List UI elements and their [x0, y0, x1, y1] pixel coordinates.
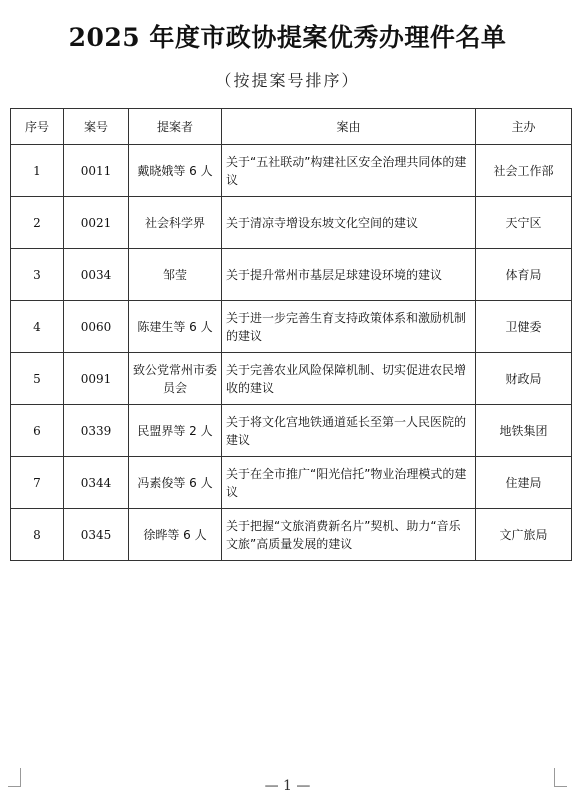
cell-host: 社会工作部 — [476, 145, 572, 197]
cell-host: 财政局 — [476, 353, 572, 405]
cell-subject: 关于“五社联动”构建社区安全治理共同体的建议 — [222, 145, 476, 197]
cell-index: 4 — [11, 301, 64, 353]
cell-case-no: 0021 — [64, 197, 129, 249]
cell-case-no: 0011 — [64, 145, 129, 197]
cell-case-no: 0034 — [64, 249, 129, 301]
cell-case-no: 0344 — [64, 457, 129, 509]
cell-host: 文广旅局 — [476, 509, 572, 561]
cell-index: 3 — [11, 249, 64, 301]
cell-case-no: 0091 — [64, 353, 129, 405]
page-subtitle: （按提案号排序） — [215, 71, 360, 90]
proposal-table — [10, 108, 572, 561]
cell-proposer: 致公党常州市委员会 — [129, 353, 222, 405]
cell-index: 2 — [11, 197, 64, 249]
page-number: — 1 — — [264, 778, 311, 794]
cell-index: 7 — [11, 457, 64, 509]
cell-proposer: 徐晔等 6 人 — [129, 509, 222, 561]
cell-proposer: 邹莹 — [129, 249, 222, 301]
header-proposer: 提案者 — [129, 109, 222, 145]
cell-index: 5 — [11, 353, 64, 405]
cell-proposer: 冯素俊等 6 人 — [129, 457, 222, 509]
table-header-row — [11, 109, 572, 145]
table-row — [11, 197, 572, 249]
cell-subject: 关于进一步完善生育支持政策体系和激励机制的建议 — [222, 301, 476, 353]
cell-host: 体育局 — [476, 249, 572, 301]
cell-proposer: 戴晓娥等 6 人 — [129, 145, 222, 197]
cell-case-no: 0345 — [64, 509, 129, 561]
cell-index: 8 — [11, 509, 64, 561]
cell-case-no: 0339 — [64, 405, 129, 457]
cell-host: 天宁区 — [476, 197, 572, 249]
table-row — [11, 249, 572, 301]
header-index: 序号 — [11, 109, 64, 145]
table-row — [11, 457, 572, 509]
cell-proposer: 社会科学界 — [129, 197, 222, 249]
cell-case-no: 0060 — [64, 301, 129, 353]
header-host: 主办 — [476, 109, 572, 145]
cell-subject: 关于将文化宫地铁通道延长至第一人民医院的建议 — [222, 405, 476, 457]
cell-proposer: 陈建生等 6 人 — [129, 301, 222, 353]
table-row — [11, 145, 572, 197]
cell-index: 1 — [11, 145, 64, 197]
cell-host: 卫健委 — [476, 301, 572, 353]
page-title: 2025 年度市政协提案优秀办理件名单 — [68, 23, 507, 52]
cell-host: 地铁集团 — [476, 405, 572, 457]
cell-subject: 关于完善农业风险保障机制、切实促进农民增收的建议 — [222, 353, 476, 405]
cell-index: 6 — [11, 405, 64, 457]
table-row — [11, 353, 572, 405]
table-row — [11, 509, 572, 561]
table-row — [11, 301, 572, 353]
cell-subject: 关于在全市推广“阳光信托”物业治理模式的建议 — [222, 457, 476, 509]
cell-host: 住建局 — [476, 457, 572, 509]
cell-subject: 关于提升常州市基层足球建设环境的建议 — [222, 249, 476, 301]
cell-subject: 关于把握“文旅消费新名片”契机、助力“音乐文旅”高质量发展的建议 — [222, 509, 476, 561]
header-subject: 案由 — [222, 109, 476, 145]
table-row — [11, 405, 572, 457]
header-case-no: 案号 — [64, 109, 129, 145]
cell-subject: 关于清凉寺增设东坡文化空间的建议 — [222, 197, 476, 249]
cell-proposer: 民盟界等 2 人 — [129, 405, 222, 457]
